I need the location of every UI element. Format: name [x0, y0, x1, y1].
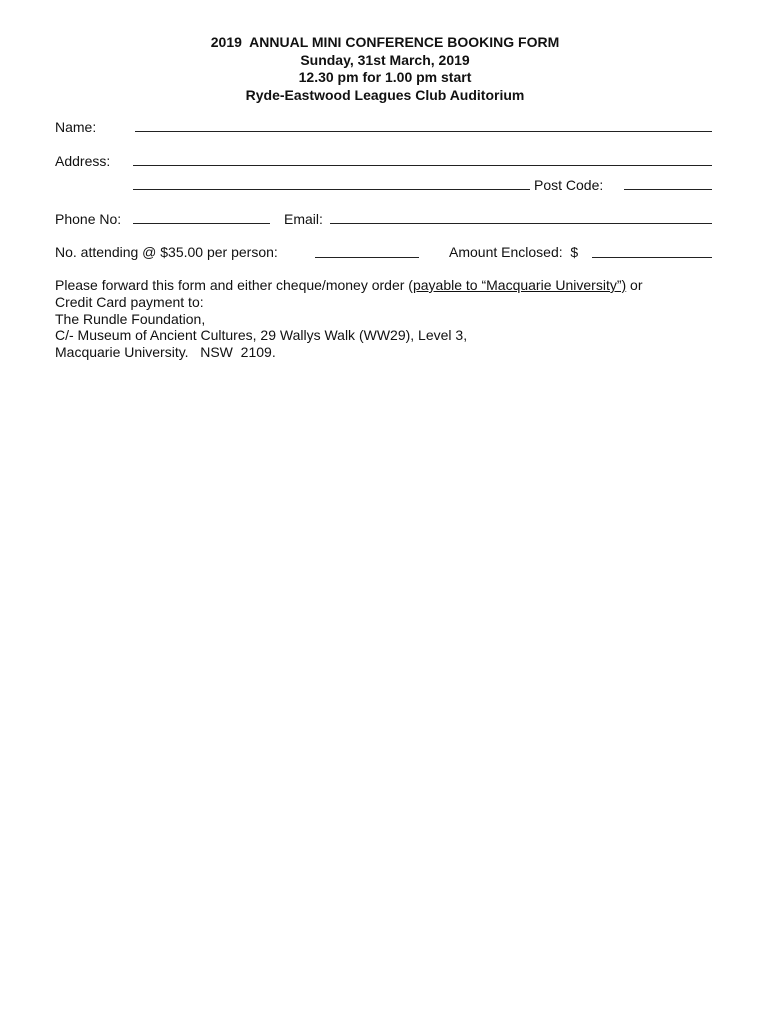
- heading-date: Sunday, 31st March, 2019: [300, 51, 470, 68]
- postcode-field[interactable]: [624, 189, 712, 190]
- amount-label: Amount Enclosed: $: [449, 244, 579, 260]
- attending-label: No. attending @ $35.00 per person:: [55, 244, 278, 260]
- instructions-line-1-before: Please forward this form and either cheque/money order (: [55, 277, 413, 293]
- attending-field[interactable]: [315, 257, 419, 258]
- postcode-label: Post Code:: [534, 177, 604, 193]
- email-field[interactable]: [330, 223, 712, 224]
- address-label: Address:: [55, 153, 111, 169]
- instructions-line-3: The Rundle Foundation,: [55, 310, 206, 327]
- address-field-line-1[interactable]: [133, 165, 712, 166]
- instructions-line-2: Credit Card payment to:: [55, 293, 204, 310]
- instructions-line-4: C/- Museum of Ancient Cultures, 29 Wallys Walk (WW29), Level 3,: [55, 327, 468, 344]
- name-field[interactable]: [135, 131, 712, 132]
- payment-instructions: [55, 277, 735, 361]
- heading-time: 12.30 pm for 1.00 pm start: [298, 69, 472, 85]
- address-field-line-2[interactable]: [133, 189, 530, 190]
- instructions-line-5: Macquarie University. NSW 2109.: [55, 344, 276, 361]
- instructions-line-1-after: or: [626, 277, 643, 293]
- form-heading: [0, 34, 770, 104]
- instructions-line-1: [55, 277, 735, 294]
- heading-venue: Ryde-Eastwood Leagues Club Auditorium: [245, 86, 525, 103]
- payable-to-note: payable to “Macquarie University”): [412, 277, 627, 293]
- amount-field[interactable]: [592, 257, 712, 258]
- phone-label: Phone No:: [55, 211, 122, 227]
- name-label: Name:: [55, 119, 97, 135]
- heading-title: 2019 ANNUAL MINI CONFERENCE BOOKING FORM: [210, 34, 560, 50]
- phone-field[interactable]: [133, 223, 270, 224]
- email-label: Email:: [284, 211, 323, 227]
